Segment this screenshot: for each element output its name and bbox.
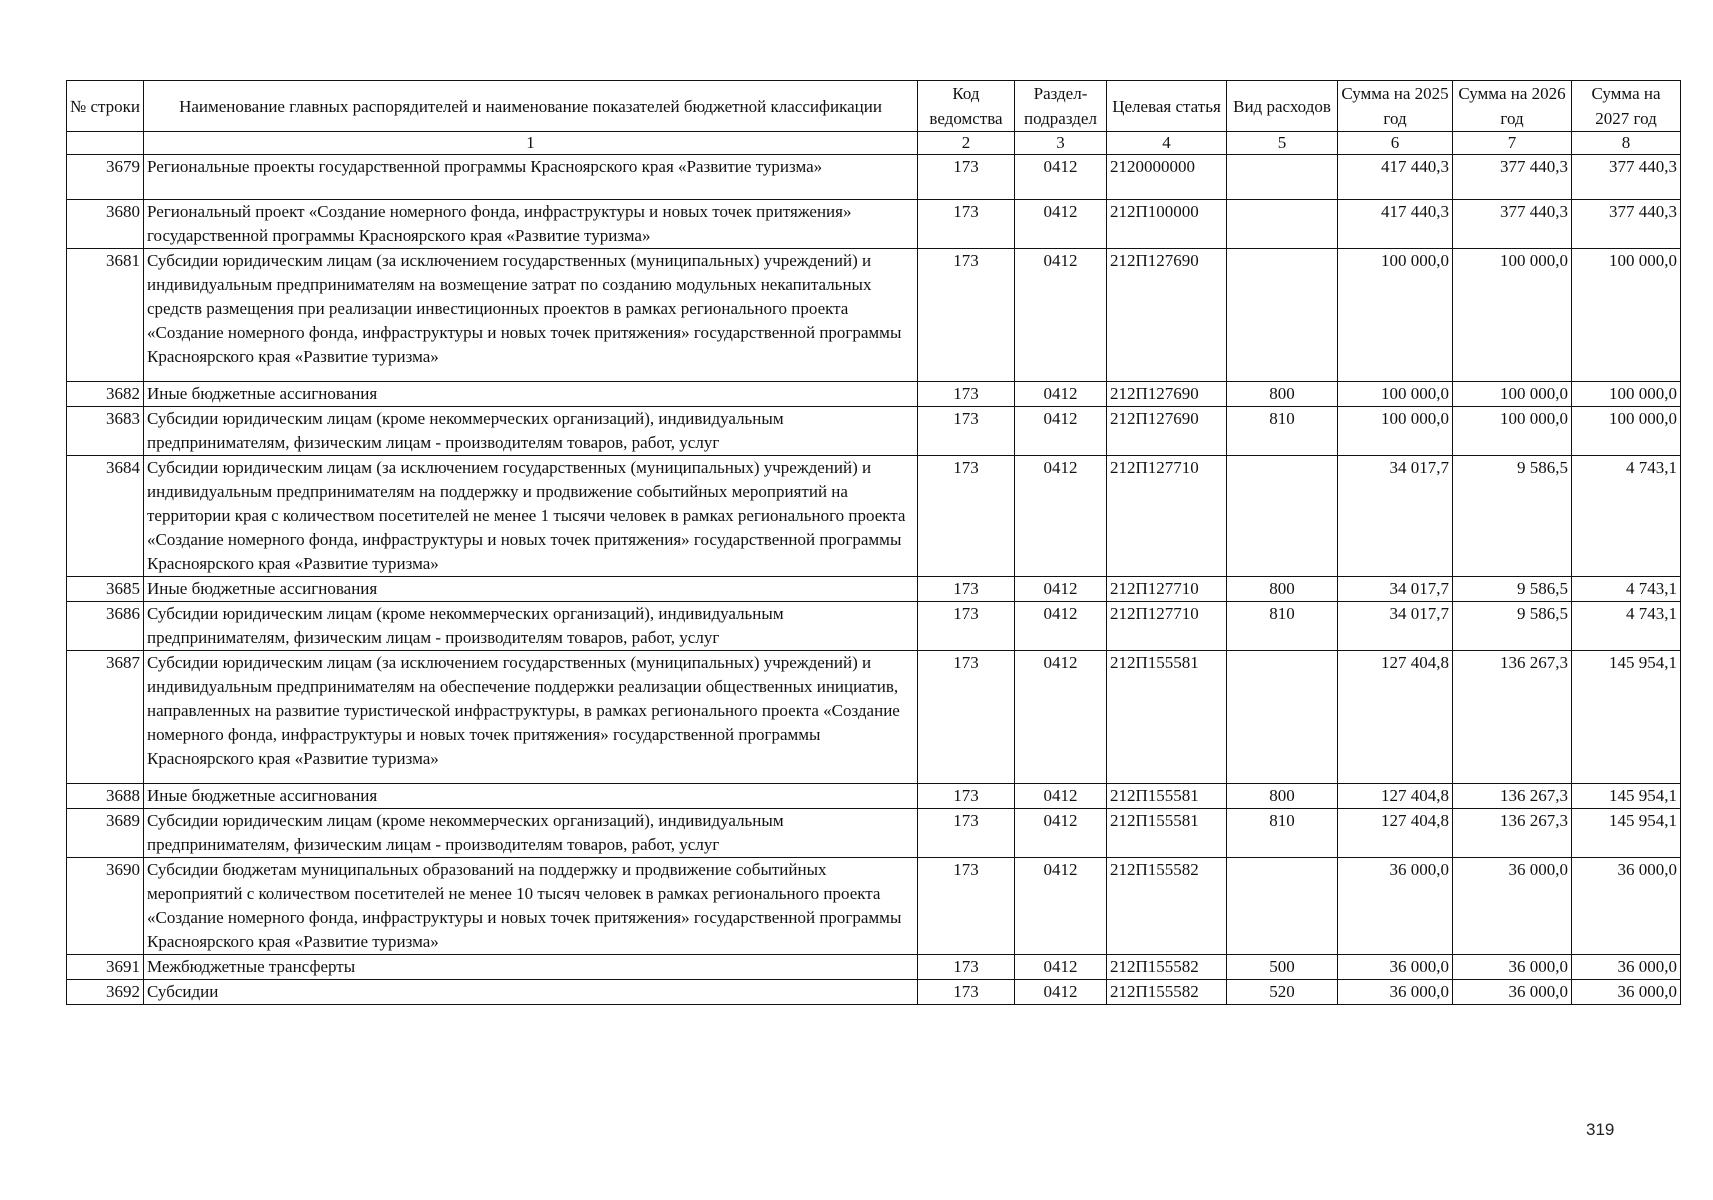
row-name-cell: Субсидии бюджетам муниципальных образований на поддержку и продвижение событийных мероприятий с количеством посетителей не менее 10 тысяч человек в рамках регионального проекта «Создание номерного фонда, инфраструктуры и новых точек притяжения» государственной программы Красноярского края «Развитие туризма» (144, 858, 918, 955)
sum-2025-cell: 34 017,7 (1338, 456, 1453, 577)
expense-type-cell (1227, 651, 1338, 784)
column-number: 5 (1227, 132, 1338, 155)
expense-type-cell: 810 (1227, 602, 1338, 651)
column-number: 6 (1338, 132, 1453, 155)
sum-2026-cell: 136 267,3 (1453, 651, 1572, 784)
section-cell: 0412 (1015, 382, 1107, 407)
row-name-cell: Субсидии юридическим лицам (за исключением государственных (муниципальных) учреждений) и индивидуальным предпринимателям на поддержку и продвижение событийных мероприятий на территории края с количеством посетителей не менее 1 тысячи человек в рамках регионального проекта «Создание номерного фонда, инфраструктуры и новых точек притяжения» государственной программы Красноярского края «Развитие туризма» (144, 456, 918, 577)
row-name-cell: Субсидии юридическим лицам (кроме некоммерческих организаций), индивидуальным предпринимателям, физическим лицам - производителям товаров, работ, услуг (144, 809, 918, 858)
expense-type-cell: 500 (1227, 955, 1338, 980)
row-name-cell: Иные бюджетные ассигнования (144, 382, 918, 407)
sum-2026-cell: 36 000,0 (1453, 955, 1572, 980)
column-number: 3 (1015, 132, 1107, 155)
table-row (67, 200, 1681, 249)
section-cell: 0412 (1015, 858, 1107, 955)
table-row (67, 980, 1681, 1005)
sum-2025-cell: 34 017,7 (1338, 602, 1453, 651)
row-name-cell: Иные бюджетные ассигнования (144, 784, 918, 809)
sum-2025-cell: 417 440,3 (1338, 155, 1453, 200)
expense-type-cell (1227, 155, 1338, 200)
column-number-row (67, 132, 1681, 155)
section-cell: 0412 (1015, 651, 1107, 784)
sum-2027-cell: 377 440,3 (1572, 155, 1681, 200)
row-name-cell: Межбюджетные трансферты (144, 955, 918, 980)
expense-type-cell (1227, 456, 1338, 577)
sum-2026-cell: 36 000,0 (1453, 858, 1572, 955)
expense-type-cell (1227, 200, 1338, 249)
expense-type-cell: 810 (1227, 407, 1338, 456)
sum-2025-cell: 127 404,8 (1338, 809, 1453, 858)
header-row (67, 81, 1681, 132)
target-article-cell: 212П155581 (1107, 784, 1227, 809)
expense-type-cell: 810 (1227, 809, 1338, 858)
sum-2026-cell: 100 000,0 (1453, 382, 1572, 407)
target-article-cell: 212П155582 (1107, 858, 1227, 955)
target-article-cell: 212П155581 (1107, 809, 1227, 858)
row-number-cell: 3684 (67, 456, 144, 577)
department-code-cell: 173 (918, 858, 1015, 955)
department-code-cell: 173 (918, 784, 1015, 809)
table-row (67, 602, 1681, 651)
row-number-cell: 3686 (67, 602, 144, 651)
header-row-number: № строки (67, 81, 144, 132)
header-target-article: Целевая статья (1107, 81, 1227, 132)
header-sum-2025: Сумма на 2025 год (1338, 81, 1453, 132)
table-row (67, 784, 1681, 809)
row-number-cell: 3688 (67, 784, 144, 809)
sum-2025-cell: 127 404,8 (1338, 784, 1453, 809)
row-number-cell: 3681 (67, 249, 144, 382)
department-code-cell: 173 (918, 602, 1015, 651)
target-article-cell: 212П127710 (1107, 456, 1227, 577)
department-code-cell: 173 (918, 980, 1015, 1005)
row-number-cell: 3683 (67, 407, 144, 456)
expense-type-cell (1227, 858, 1338, 955)
sum-2027-cell: 100 000,0 (1572, 382, 1681, 407)
row-name-cell: Субсидии юридическим лицам (за исключением государственных (муниципальных) учреждений) и индивидуальным предпринимателям на обеспечение поддержки реализации общественных инициатив, направленных на развитие туристической инфраструктуры, в рамках регионального проекта «Создание номерного фонда, инфраструктуры и новых точек притяжения» государственной программы Красноярского края «Развитие туризма» (144, 651, 918, 784)
table-row (67, 407, 1681, 456)
row-number-cell: 3687 (67, 651, 144, 784)
sum-2025-cell: 36 000,0 (1338, 955, 1453, 980)
section-cell: 0412 (1015, 955, 1107, 980)
header-department-code: Код ведомства (918, 81, 1015, 132)
section-cell: 0412 (1015, 809, 1107, 858)
sum-2027-cell: 145 954,1 (1572, 784, 1681, 809)
row-number-cell: 3679 (67, 155, 144, 200)
sum-2025-cell: 100 000,0 (1338, 407, 1453, 456)
target-article-cell: 2120000000 (1107, 155, 1227, 200)
target-article-cell: 212П155582 (1107, 955, 1227, 980)
sum-2027-cell: 36 000,0 (1572, 858, 1681, 955)
sum-2026-cell: 136 267,3 (1453, 784, 1572, 809)
sum-2026-cell: 9 586,5 (1453, 602, 1572, 651)
department-code-cell: 173 (918, 955, 1015, 980)
header-name: Наименование главных распорядителей и наименование показателей бюджетной классификации (144, 81, 918, 132)
header-sum-2026: Сумма на 2026 год (1453, 81, 1572, 132)
table-row (67, 955, 1681, 980)
row-name-cell: Региональный проект «Создание номерного фонда, инфраструктуры и новых точек притяжения» государственной программы Красноярского края «Развитие туризма» (144, 200, 918, 249)
sum-2025-cell: 36 000,0 (1338, 980, 1453, 1005)
row-name-cell: Субсидии юридическим лицам (кроме некоммерческих организаций), индивидуальным предпринимателям, физическим лицам - производителям товаров, работ, услуг (144, 602, 918, 651)
sum-2025-cell: 100 000,0 (1338, 382, 1453, 407)
expense-type-cell: 800 (1227, 382, 1338, 407)
department-code-cell: 173 (918, 155, 1015, 200)
section-cell: 0412 (1015, 200, 1107, 249)
section-cell: 0412 (1015, 784, 1107, 809)
column-number (67, 132, 144, 155)
target-article-cell: 212П127710 (1107, 602, 1227, 651)
row-number-cell: 3689 (67, 809, 144, 858)
target-article-cell: 212П100000 (1107, 200, 1227, 249)
row-name-cell: Субсидии (144, 980, 918, 1005)
column-number: 1 (144, 132, 918, 155)
sum-2026-cell: 377 440,3 (1453, 200, 1572, 249)
sum-2027-cell: 36 000,0 (1572, 980, 1681, 1005)
sum-2025-cell: 34 017,7 (1338, 577, 1453, 602)
section-cell: 0412 (1015, 577, 1107, 602)
target-article-cell: 212П155582 (1107, 980, 1227, 1005)
row-number-cell: 3682 (67, 382, 144, 407)
expense-type-cell (1227, 249, 1338, 382)
sum-2027-cell: 4 743,1 (1572, 602, 1681, 651)
sum-2026-cell: 136 267,3 (1453, 809, 1572, 858)
table-row (67, 651, 1681, 784)
target-article-cell: 212П127690 (1107, 382, 1227, 407)
sum-2027-cell: 377 440,3 (1572, 200, 1681, 249)
row-number-cell: 3680 (67, 200, 144, 249)
row-number-cell: 3691 (67, 955, 144, 980)
column-number: 8 (1572, 132, 1681, 155)
sum-2025-cell: 127 404,8 (1338, 651, 1453, 784)
target-article-cell: 212П127690 (1107, 407, 1227, 456)
page-number: 319 (1586, 1120, 1615, 1139)
department-code-cell: 173 (918, 577, 1015, 602)
sum-2027-cell: 100 000,0 (1572, 249, 1681, 382)
section-cell: 0412 (1015, 407, 1107, 456)
sum-2026-cell: 9 586,5 (1453, 577, 1572, 602)
target-article-cell: 212П155581 (1107, 651, 1227, 784)
table-row (67, 809, 1681, 858)
table-row (67, 456, 1681, 577)
sum-2027-cell: 145 954,1 (1572, 809, 1681, 858)
section-cell: 0412 (1015, 602, 1107, 651)
section-cell: 0412 (1015, 155, 1107, 200)
sum-2026-cell: 9 586,5 (1453, 456, 1572, 577)
section-cell: 0412 (1015, 249, 1107, 382)
expense-type-cell: 800 (1227, 784, 1338, 809)
table-row (67, 382, 1681, 407)
row-name-cell: Региональные проекты государственной программы Красноярского края «Развитие туризма» (144, 155, 918, 200)
column-number: 4 (1107, 132, 1227, 155)
department-code-cell: 173 (918, 456, 1015, 577)
department-code-cell: 173 (918, 382, 1015, 407)
header-expense-type: Вид расходов (1227, 81, 1338, 132)
column-number: 2 (918, 132, 1015, 155)
department-code-cell: 173 (918, 200, 1015, 249)
sum-2026-cell: 36 000,0 (1453, 980, 1572, 1005)
department-code-cell: 173 (918, 407, 1015, 456)
table-row (67, 577, 1681, 602)
budget-table (66, 80, 1681, 1005)
sum-2025-cell: 36 000,0 (1338, 858, 1453, 955)
header-sum-2027: Сумма на 2027 год (1572, 81, 1681, 132)
target-article-cell: 212П127710 (1107, 577, 1227, 602)
sum-2026-cell: 100 000,0 (1453, 249, 1572, 382)
sum-2025-cell: 100 000,0 (1338, 249, 1453, 382)
department-code-cell: 173 (918, 809, 1015, 858)
expense-type-cell: 520 (1227, 980, 1338, 1005)
department-code-cell: 173 (918, 249, 1015, 382)
sum-2026-cell: 100 000,0 (1453, 407, 1572, 456)
section-cell: 0412 (1015, 980, 1107, 1005)
sum-2027-cell: 145 954,1 (1572, 651, 1681, 784)
expense-type-cell: 800 (1227, 577, 1338, 602)
header-section: Раздел-подраздел (1015, 81, 1107, 132)
sum-2027-cell: 36 000,0 (1572, 955, 1681, 980)
row-name-cell: Субсидии юридическим лицам (кроме некоммерческих организаций), индивидуальным предпринимателям, физическим лицам - производителям товаров, работ, услуг (144, 407, 918, 456)
section-cell: 0412 (1015, 456, 1107, 577)
sum-2025-cell: 417 440,3 (1338, 200, 1453, 249)
row-name-cell: Иные бюджетные ассигнования (144, 577, 918, 602)
column-number: 7 (1453, 132, 1572, 155)
row-number-cell: 3692 (67, 980, 144, 1005)
table-row (67, 155, 1681, 200)
table-row (67, 858, 1681, 955)
sum-2027-cell: 4 743,1 (1572, 577, 1681, 602)
sum-2026-cell: 377 440,3 (1453, 155, 1572, 200)
table-row (67, 249, 1681, 382)
sum-2027-cell: 100 000,0 (1572, 407, 1681, 456)
sum-2027-cell: 4 743,1 (1572, 456, 1681, 577)
row-number-cell: 3690 (67, 858, 144, 955)
row-name-cell: Субсидии юридическим лицам (за исключением государственных (муниципальных) учреждений) и индивидуальным предпринимателям на возмещение затрат по созданию модульных некапитальных средств размещения при реализации инвестиционных проектов в рамках регионального проекта «Создание номерного фонда, инфраструктуры и новых точек притяжения» государственной программы Красноярского края «Развитие туризма» (144, 249, 918, 382)
target-article-cell: 212П127690 (1107, 249, 1227, 382)
row-number-cell: 3685 (67, 577, 144, 602)
department-code-cell: 173 (918, 651, 1015, 784)
